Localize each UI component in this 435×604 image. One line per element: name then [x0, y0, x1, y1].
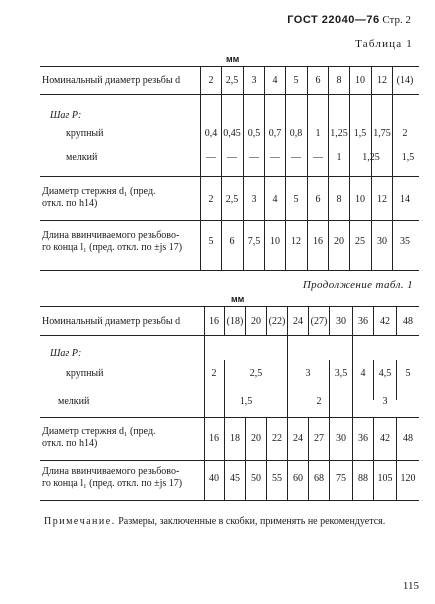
table2-col-border — [266, 306, 267, 335]
table2-fine-label: мелкий — [58, 396, 90, 407]
table2-col-border — [287, 306, 288, 500]
table1-cell: 3 — [251, 75, 257, 86]
table1-cell: 5 — [293, 194, 299, 205]
table2-top-border — [40, 306, 419, 307]
table1-pitch-label: Шаг P: — [50, 110, 82, 121]
table2-length-label: Длина ввинчиваемого резьбово- — [42, 466, 180, 477]
table1-cell: 4 — [272, 194, 278, 205]
table1-cell: 1,5 — [401, 152, 415, 163]
table1-col-border — [221, 66, 222, 270]
table1-fine-label: мелкий — [66, 152, 98, 163]
table1-rod-label: откл. по h14) — [42, 198, 98, 209]
table2-cell: 4,5 — [378, 368, 392, 379]
table1-cell: 10 — [270, 236, 280, 247]
table1-col-border — [307, 66, 308, 270]
table2-cell: 36 — [358, 433, 368, 444]
table1-cell: — — [313, 152, 323, 163]
table1-col-border — [243, 66, 244, 270]
table1-cell: 1 — [315, 128, 321, 139]
table2-cell: 1,5 — [239, 396, 253, 407]
table2-cell: 36 — [358, 316, 368, 327]
table1-cell: — — [206, 152, 216, 163]
table1-rod-label: Диаметр стержня d₁ (пред. — [42, 186, 156, 197]
table2-col-border — [396, 417, 397, 500]
table2-cell: 40 — [209, 473, 219, 484]
table2-col-border — [204, 306, 205, 500]
table2-col-border — [396, 360, 397, 400]
table2-cell: 16 — [209, 433, 219, 444]
table1-cell: — — [270, 152, 280, 163]
table2-col-border — [329, 360, 330, 500]
table2-unit: мм — [231, 294, 245, 304]
table1-nominal-label: Номинальный диаметр резьбы d — [42, 75, 181, 86]
page-header — [287, 14, 411, 26]
table2-cell: 20 — [251, 433, 261, 444]
table2-cell: 5 — [405, 368, 411, 379]
table1-cell: 5 — [208, 236, 214, 247]
table1-cell: 1,5 — [353, 128, 367, 139]
table2-cell: 45 — [230, 473, 240, 484]
table2-cell: 48 — [403, 316, 413, 327]
table2-cell: (18) — [226, 316, 244, 327]
table2-cell: 18 — [230, 433, 240, 444]
table1-cell: 1,25 — [330, 128, 348, 139]
table2-nominal-label: Номинальный диаметр резьбы d — [42, 316, 181, 327]
table2-cell: 88 — [358, 473, 368, 484]
table2-cell: 30 — [336, 433, 346, 444]
table1-cell: 6 — [229, 236, 235, 247]
table1-cell: — — [291, 152, 301, 163]
table2-cell: 68 — [314, 473, 324, 484]
table2-coarse-label: крупный — [66, 368, 104, 379]
page-number: 115 — [402, 580, 419, 592]
table1-cell: 1,75 — [373, 128, 391, 139]
table2-row-border — [40, 417, 419, 418]
table2-col-border — [308, 306, 309, 335]
table1-cell: 2 — [402, 128, 408, 139]
table2-col-border — [373, 417, 374, 500]
table1-row-border — [40, 176, 419, 177]
table1-cell: 6 — [315, 75, 321, 86]
table2-cell: 2 — [316, 396, 322, 407]
table2-cell: (22) — [268, 316, 286, 327]
table1-cell: 0,7 — [268, 128, 282, 139]
table2-cell: 105 — [377, 473, 393, 484]
table-note — [44, 515, 419, 529]
table2-cell: 24 — [293, 433, 303, 444]
table1-cell: 20 — [334, 236, 344, 247]
table2-cell: 2,5 — [249, 368, 263, 379]
note-text: Размеры, заключенные в скобки, применять не рекомендуется. — [118, 516, 386, 527]
table1-cell: 10 — [355, 194, 365, 205]
table2-pitch-label: Шаг P: — [50, 348, 82, 359]
table2-length-label: го конца l₁ (пред. откл. по ±js 17) — [42, 478, 183, 489]
table2-header-border — [40, 335, 419, 336]
table2-label: Продолжение табл. 1 — [302, 279, 413, 291]
table1-cell: 8 — [336, 194, 342, 205]
table2-col-border — [329, 306, 330, 335]
table2-col-border — [224, 360, 225, 500]
table1-cell: 12 — [377, 194, 387, 205]
table2-rod-label: Диаметр стержня d₁ (пред. — [42, 426, 156, 437]
table1-cell: 1,25 — [362, 152, 380, 163]
table1-cell: 35 — [400, 236, 410, 247]
table2-cell: 55 — [272, 473, 282, 484]
table1-cell: 0,45 — [223, 128, 241, 139]
table2-cell: 3,5 — [334, 368, 348, 379]
table1-top-border — [40, 66, 419, 67]
table1-col-border — [392, 66, 393, 270]
table2-cell: 22 — [272, 433, 282, 444]
table1-col-border — [285, 66, 286, 270]
table1-cell: 1 — [336, 152, 342, 163]
table1-cell: 2,5 — [225, 75, 239, 86]
table2-col-border — [373, 306, 374, 335]
table2-cell: 2 — [211, 368, 217, 379]
table1-cell: — — [249, 152, 259, 163]
note-title: Примечание. — [44, 516, 116, 527]
table2-cell: 120 — [400, 473, 416, 484]
table2-cell: 3 — [382, 396, 388, 407]
table2-col-border — [352, 306, 353, 500]
table1-cell: 0,8 — [289, 128, 303, 139]
table2-col-border — [245, 417, 246, 500]
table2-cell: 48 — [403, 433, 413, 444]
table1-label: Таблица 1 — [355, 38, 413, 50]
table1-unit: мм — [226, 54, 240, 64]
table2-col-border — [224, 306, 225, 335]
table2-cell: 75 — [336, 473, 346, 484]
table2-cell: 24 — [293, 316, 303, 327]
table1-cell: 14 — [400, 194, 410, 205]
table1-cell: 2 — [208, 194, 214, 205]
table1-col-border — [200, 66, 201, 270]
standard-number: ГОСТ 22040—76 — [287, 14, 380, 26]
table1-cell: 0,5 — [247, 128, 261, 139]
table2-cell: 27 — [314, 433, 324, 444]
table1-cell: 7,5 — [247, 236, 261, 247]
table2-col-border — [245, 306, 246, 335]
table2-col-border — [396, 306, 397, 335]
table1-cell: 16 — [313, 236, 323, 247]
table2-cell: 50 — [251, 473, 261, 484]
table1-coarse-label: крупный — [66, 128, 104, 139]
page-label: Стр. — [382, 14, 403, 26]
table2-cell: 42 — [380, 433, 390, 444]
page-header-number: 2 — [405, 14, 411, 26]
table1-cell: 3 — [251, 194, 257, 205]
table1-cell: 5 — [293, 75, 299, 86]
table1-cell: 25 — [355, 236, 365, 247]
table2-cell: 16 — [209, 316, 219, 327]
table1-cell: 30 — [377, 236, 387, 247]
table1-cell: 12 — [377, 75, 387, 86]
table1-cell: 8 — [336, 75, 342, 86]
table1-cell: 0,4 — [204, 128, 218, 139]
table1-cell: 12 — [291, 236, 301, 247]
table1-cell: 2,5 — [225, 194, 239, 205]
table1-col-border — [328, 66, 329, 270]
table1-cell: (14) — [396, 75, 414, 86]
table1-col-border — [264, 66, 265, 270]
table2-cell: 3 — [305, 368, 311, 379]
table2-col-border — [373, 360, 374, 400]
table1-row-border — [40, 220, 419, 221]
table1-cell: 6 — [315, 194, 321, 205]
table1-col-border — [349, 66, 350, 270]
table2-bottom-border — [40, 500, 419, 501]
table2-rod-label: откл. по h14) — [42, 438, 98, 449]
table1-col-border — [371, 66, 372, 270]
table1-header-border — [40, 94, 419, 95]
table2-cell: 60 — [293, 473, 303, 484]
table1-cell: 4 — [272, 75, 278, 86]
table2-row-border — [40, 460, 419, 461]
table2-cell: 42 — [380, 316, 390, 327]
table1-length-label: Длина ввинчиваемого резьбово- — [42, 230, 180, 241]
table1-cell: 2 — [208, 75, 214, 86]
table1-bottom-border — [40, 270, 419, 271]
table2-col-border — [308, 417, 309, 500]
table2-cell: 20 — [251, 316, 261, 327]
table1-length-label: го конца l₁ (пред. откл. по ±js 17) — [42, 242, 183, 253]
table2-cell: (27) — [310, 316, 328, 327]
table2-col-border — [266, 417, 267, 500]
table2-cell: 30 — [336, 316, 346, 327]
table1-cell: 10 — [355, 75, 365, 86]
table2-cell: 4 — [360, 368, 366, 379]
table1-cell: — — [227, 152, 237, 163]
